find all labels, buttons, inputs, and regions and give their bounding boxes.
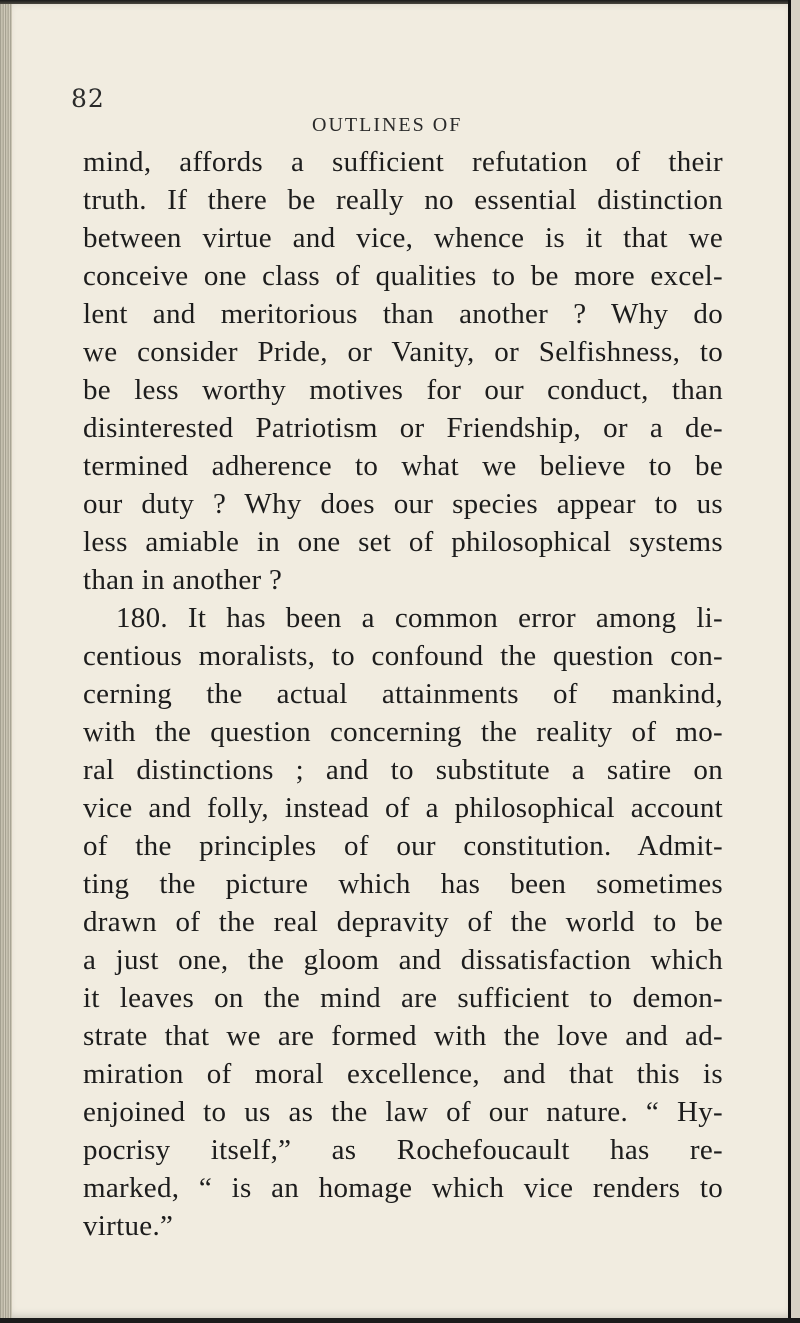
page-top-edge	[0, 0, 788, 4]
text-line: we consider Pride, or Vanity, or Selfishness, to	[83, 336, 723, 368]
text-line: be less worthy motives for our conduct, than	[83, 374, 723, 406]
body-text	[83, 143, 723, 1245]
text-line: pocrisy itself,” as Rochefoucault has re-	[83, 1134, 723, 1166]
running-head: OUTLINES OF	[312, 114, 463, 136]
text-line: less amiable in one set of philosophical systems	[83, 526, 723, 558]
text-line: termined adherence to what we believe to be	[83, 450, 723, 482]
text-line: of the principles of our constitution. Admit-	[83, 830, 723, 862]
page-number: 82	[71, 84, 105, 113]
text-line: than in another ?	[83, 564, 283, 596]
text-line: conceive one class of qualities to be more excel-	[83, 260, 723, 292]
text-line: cerning the actual attainments of mankind,	[83, 678, 723, 710]
text-line: ral distinctions ; and to substitute a satire on	[83, 754, 723, 786]
text-line: drawn of the real depravity of the world to be	[83, 906, 723, 938]
text-line: miration of moral excellence, and that this is	[83, 1058, 723, 1090]
text-line: enjoined to us as the law of our nature. “ Hy-	[83, 1096, 723, 1128]
text-line: disinterested Patriotism or Friendship, or a de-	[83, 412, 723, 444]
text-line: strate that we are formed with the love and ad-	[83, 1020, 723, 1052]
text-line: lent and meritorious than another ? Why do	[83, 298, 723, 330]
page-gutter	[0, 0, 12, 1318]
text-line: our duty ? Why does our species appear to us	[83, 488, 723, 520]
text-line: ting the picture which has been sometimes	[83, 868, 723, 900]
text-line: with the question concerning the reality of mo-	[83, 716, 723, 748]
text-line: marked, “ is an homage which vice renders to	[83, 1172, 723, 1204]
text-line: vice and folly, instead of a philosophical account	[83, 792, 723, 824]
text-line: virtue.”	[83, 1210, 174, 1242]
text-line: a just one, the gloom and dissatisfaction which	[83, 944, 723, 976]
text-line: truth. If there be really no essential distinction	[83, 184, 723, 216]
text-line: it leaves on the mind are sufficient to demon-	[83, 982, 723, 1014]
text-line: mind, affords a sufficient refutation of their	[83, 146, 723, 178]
text-line: between virtue and vice, whence is it that we	[83, 222, 723, 254]
page-bottom-edge	[0, 1318, 800, 1323]
paragraph-start-line: 180. It has been a common error among li-	[116, 602, 723, 634]
text-line: centious moralists, to confound the question con-	[83, 640, 723, 672]
